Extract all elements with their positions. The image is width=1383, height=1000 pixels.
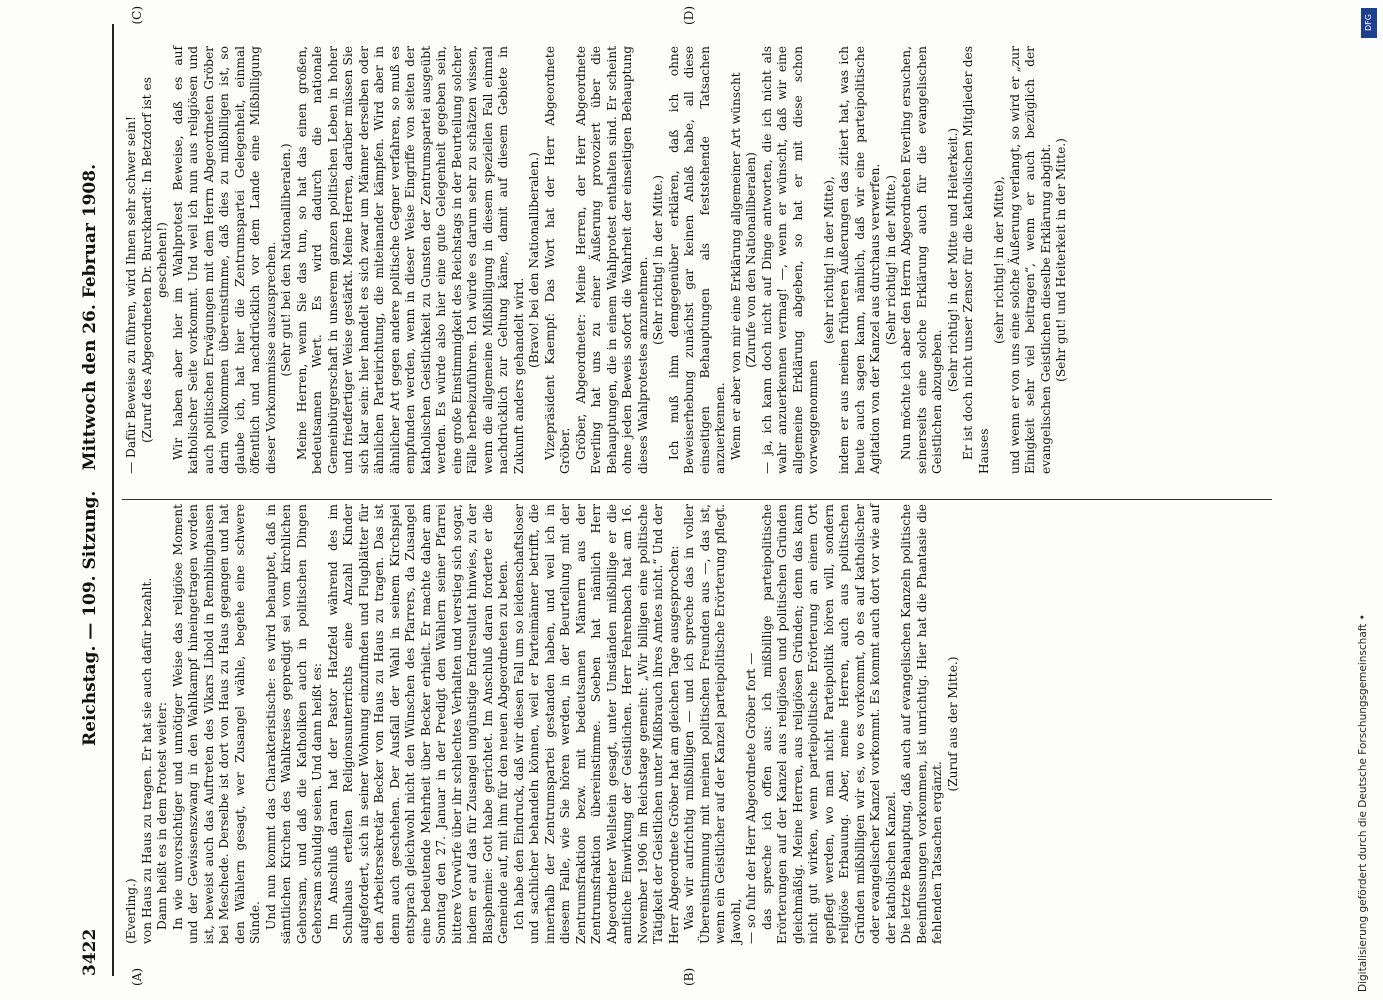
paragraph: Gröber, Abgeordneter: Meine Herren, der Herr Abgeordnete Everling hat uns zu einer Äußerung provoziert über die Behauptungen, die in einem Wahlprotest enthalten sind. Er scheint ohne jeden Beweis sofort die Wahrheit der einseitigen Behauptung dieses Wahlprotestes anzunehmen. — [573, 46, 649, 474]
column-divider — [122, 499, 1272, 500]
dfg-logo: DFG — [1361, 8, 1377, 38]
page-header — [74, 24, 108, 976]
quote-paragraph: Was wir aufrichtig mißbilligen — und ich spreche das in voller Übereinstimmung mit meinen politischen Freunden aus —, das ist, wenn ein Geistlicher auf der Kanzel parteipolitische Erörterung pflegt. Jawohl, — [681, 504, 742, 944]
header-rule — [112, 24, 114, 976]
interjection: (Sehr gut! und Heiterkeit in der Mitte.) — [1053, 138, 1068, 382]
quote-paragraph: In wie unvorsichtiger und unnötiger Weise das religiöse Moment und der Gewissenszwang in den Wahlkampf hineingetragen worden ist, beweist auch das Auftreten des Vikars Libold in Remblinghausen bei Meschede. Derselbe ist dort von Haus zu Haus gegangen und hat den Wählern gesagt, wer Zusangel wähle, begehe eine schwere Sünde. — [170, 504, 262, 944]
page-number: 3422 — [79, 928, 100, 976]
paragraph: Wenn er aber von mir eine Erklärung allgemeiner Art wünscht — [728, 72, 742, 460]
paragraph: Er ist doch nicht unser Zensor für die katholischen Mitglieder des Hauses — [960, 46, 990, 474]
quote-paragraph: das spreche ich offen aus: ich mißbillige parteipolitische Erörterungen auf der Kanzel aus religiösen und politischen Gründen gleichmäßig. Meine Herren, aus religiösen Gründen; denn das kann nicht gut wirken, wenn parteipolitische Erörterung an einem Ort gepflegt werden, wo man nicht Parteipolitik hören will, sondern religiöse Erbauung. Aber, meine Herren, auch aus politischen Gründen mißbilligen wir es, wo es vorkommt, ob es auf katholischer oder evangelischer Kanzel vorkommt. Es kommt auch dort vor wie auf der katholischen Kanzel. — [759, 504, 897, 944]
paragraph: Meine Herren, wenn Sie das tun, so hat das einen großen, bedeutsamen Wert. Es wird dadurch die nationale Gemeinbürgerschaft in unserem ganzen politischen Leben in hoher und friedfertiger Weise gestärkt. Meine Herren, darüber müssen Sie sich klar sein: hier handelt es sich zwar um Männer derselben oder ähnlichen Parteirichtung, die miteinander kämpfen. Wird aber in ähnlicher Art gegen andere politische Gegner verfahren, so muß es empfunden werden, wenn in dieser Weise Eingriffe von seiten der katholischen Geistlichkeit zu Gunsten der Zentrumspartei ausgeübt werden. Es würde also hier eine gute Gelegenheit gegeben sein, eine große Einstimmigkeit des Reichstags in der Beurteilung solcher Fälle herbeizuführen. Ich würde es darum sehr zu schätzen wissen, wenn die allgemeine Mißbilligung in diesem speziellen Fall einmal nachdrücklich zur Geltung käme, damit auf diesem Gebiete in Zukunft anders gehandelt wird. — [294, 46, 525, 474]
interjection: (Bravo! bei den Nationalliberalen.) — [526, 152, 541, 368]
paragraph: und wenn er von uns eine solche Äußerung verlangt, so wird er „zur Einigkeit sehr viel beitragen“, wenn er auch bezüglich der evangelischen Geistlichen dieselbe Erklärung abgibt. — [1007, 46, 1052, 474]
rotated-document-page — [42, 0, 1342, 1000]
paragraph: — ja, ich kann doch nicht auf Dinge antworten, die ich nicht als wahr anzuerkennen vermag! —, wenn er wünscht, daß wir eine allgemeine Erklärung abgeben, so hat er mit diese schon vorweggenommen — [759, 46, 820, 474]
left-text-column — [124, 504, 961, 944]
speaker-label: (Everling.) — [123, 878, 138, 944]
interjection: (Zurufe von den Nationalliberalen) — [743, 152, 758, 368]
paragraph: Wir haben aber hier im Wahlprotest Beweise, daß es auf katholischer Seite vorkommt. Und weil ich nun aus religiösen und auch politischen Erwägungen mit dem Herrn Abgeordneten Gröber darin vollkommen übereinstimme, daß dies zu mißbilligen ist, so glaube ich, hat hier die Zentrumspartei Gelegenheit, einmal öffentlich und nachdrücklich vor dem Lande eine Mißbilligung dieser Vorkommnisse auszusprechen. — [170, 46, 277, 474]
interjection: (Zuruf des Abgeordneten Dr. Burckhardt: In Betzdorf ist es geschehen!) — [139, 77, 169, 443]
margin-mark-c: (C) — [129, 6, 144, 25]
interjection: (Sehr gut! bei den Nationalliberalen.) — [278, 143, 293, 377]
paragraph: Und nun kommt das Charakteristische: es wird behauptet, daß in sämtlichen Kirchen des Wahlkreises gepredigt sei vom kirchlichen Gehorsam, und daß die Katholiken auch in politischen Dingen Gehorsam schuldig seien. Und dann heißt es: — [263, 504, 324, 944]
paragraph: Dann heißt es in dem Protest weiter: — [154, 702, 169, 930]
margin-mark-a: (A) — [129, 967, 144, 986]
quote-paragraph: Im Anschluß daran hat der Pastor Hatzfeld während des im Schulhaus erteilten Religionsunterrichts eine Anzahl Kinder aufgefordert, sich in seiner Wohnung einzufinden und Flugblätter für den Arbeitersekretär Becker von Haus zu Haus zu tragen. Das ist denn auch geschehen. Der Ausfall der Wahl in seinem Kirchspiel entsprach gleichwohl nicht den Wünschen des Pfarrers, da Zusangel eine bedeutende Mehrheit über Becker erhielt. Er machte daher am Sonntag den 27. Januar in der Predigt den Wählern seiner Pfarrei bittere Vorwürfe über ihr schlechtes Verhalten und verstieg sich sogar, indem er auf das für Zusangel ungünstige Endresultat hinwies, zu der Blasphemie: Gott habe gerichtet. Im Anschluß daran forderte er die Gemeinde auf, mit ihm für den neuen Abgeordneten zu beten. — [325, 504, 510, 944]
margin-mark-b: (B) — [681, 967, 696, 986]
digitization-credit: Digitalisierung gefördert durch die Deutsche Forschungsgemeinschaft • — [1357, 614, 1369, 992]
paragraph: Vizepräsident Kaempf: Das Wort hat der Herr Abgeordnete Gröber. — [542, 46, 572, 474]
interjection: (Sehr richtig! in der Mitte.) — [883, 175, 897, 345]
interjection: (Zuruf aus der Mitte.) — [945, 656, 959, 792]
header-right-title: Mittwoch den 26. Februar 1908. — [79, 164, 100, 471]
header-left-title: Reichstag. — 109. Sitzung. — [79, 490, 100, 746]
interjection: (Sehr richtig! in der Mitte und Heiterkeit.) — [945, 127, 959, 393]
paragraph: Ich habe den Eindruck, daß wir diesen Fall um so leidenschaftsloser und sachlicher behandeln können, weil er Parteimänner betrifft, die innerhalb der Zentrumspartei gestanden haben, und weil ich in diesem Falle, wie Sie hören werden, in der Beurteilung mit der Zentrumsfraktion bezw. mit bedeutsamen Männern aus der Zentrumsfraktion übereinstimme. Soeben hat nämlich Herr Abgeordneter Wellstein gesagt, unter Umständen mißbillige er die amtliche Einwirkung der Geistlichen. Herr Fehrenbach hat am 16. November 1906 im Reichstage gemeint: „Wir billigen eine politische Tätigkeit der Geistlichen unter Mißbrauch ihres Amtes nicht.“ Und der Herr Abgeordnete Gröber hat am gleichen Tage ausgesprochen: — [511, 504, 680, 944]
margin-mark-d: (D) — [681, 6, 696, 25]
interjection: (sehr richtig! in der Mitte), — [991, 176, 1006, 344]
paragraph: Ich muß ihm demgegenüber erklären, daß ich ohne Beweiserhebung zunächst gar keinen Anlaß habe, all diese einseitigen Behauptungen als feststehende Tatsachen anzuerkennen. — [666, 46, 727, 474]
paragraph: Nun möchte ich aber den Herrn Abgeordneten Everling ersuchen, seinerseits eine solche Erklärung auch für die evangelischen Geistlichen abzugeben. — [898, 46, 944, 474]
interjection: (sehr richtig! in der Mitte), — [821, 176, 835, 344]
paragraph: — Dafür Beweise zu führen, wird Ihnen sehr schwer sein! — [123, 116, 138, 474]
interjection: (Sehr richtig! in der Mitte.) — [650, 175, 665, 345]
paragraph: — so fuhr der Herr Abgeordnete Gröber fort — — [743, 652, 758, 944]
paragraph: indem er aus meinen früheren Äußerungen das zitiert hat, was ich heute auch sagen kann, nämlich, daß wir eine parteipolitische Agitation von der Kanzel aus durchaus verwerfen. — [836, 46, 882, 474]
paragraph: Die letzte Behauptung, daß auch auf evangelischen Kanzeln politische Beeinflussungen vorkommen, ist unrichtig. Hier hat die Phantasie die fehlenden Tatsachen ergänzt. — [898, 504, 944, 944]
right-text-column — [124, 46, 1070, 474]
paragraph: von Haus zu Haus zu tragen. Er hat sie auch dafür bezahlt. — [139, 577, 153, 944]
